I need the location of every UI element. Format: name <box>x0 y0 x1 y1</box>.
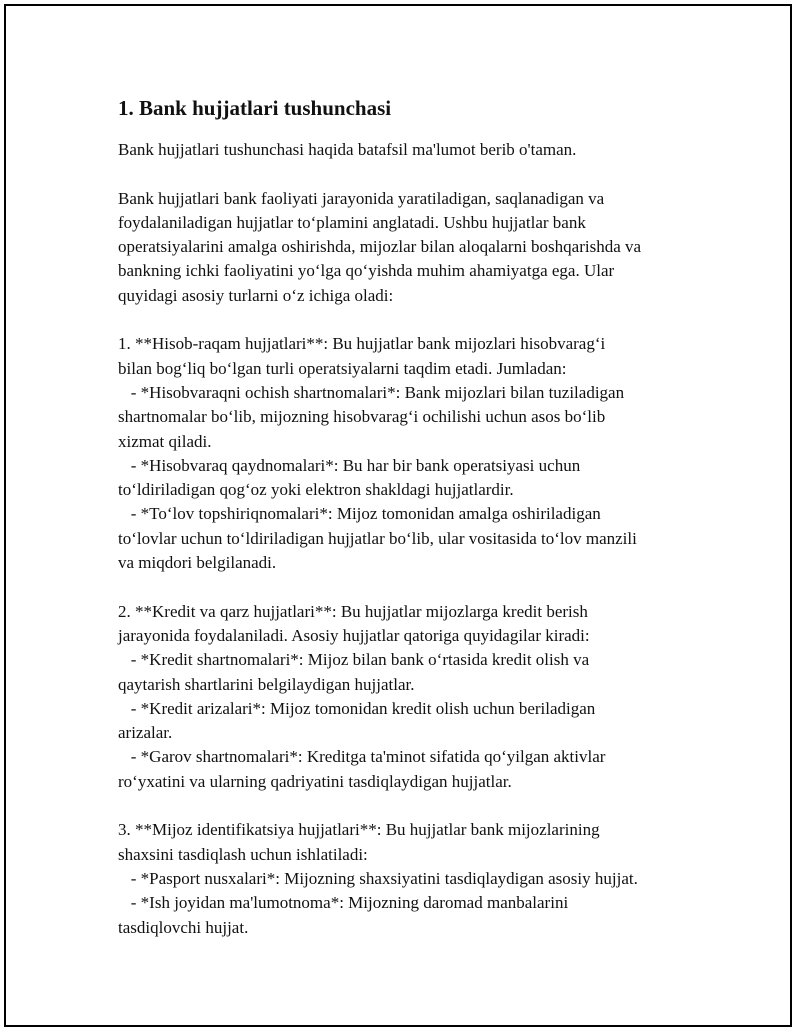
text-line: - *Kredit arizalari*: Mijoz tomonidan kredit olish uchun beriladigan <box>118 698 596 718</box>
text-line: Bank hujjatlari bank faoliyati jarayonida yaratiladigan, saqlanadigan va <box>118 188 605 208</box>
text-line: - *Pasport nusxalari*: Mijozning shaxsiyatini tasdiqlaydigan asosiy hujjat. <box>118 868 638 888</box>
document-body <box>118 94 698 940</box>
text-line: xizmat qiladi. <box>118 431 212 451</box>
text-line: qaytarish shartlarini belgilaydigan hujjatlar. <box>118 674 415 694</box>
text-line: 3. **Mijoz identifikatsiya hujjatlari**: Bu hujjatlar bank mijozlarining <box>118 820 600 840</box>
text-line: to‘lovlar uchun to‘ldiriladigan hujjatlar bo‘lib, ular vositasida to‘lov manzili <box>118 528 637 548</box>
text-line: tasdiqlovchi hujjat. <box>118 917 249 937</box>
text-line: shartnomalar bo‘lib, mijozning hisobvarag‘i ochilishi uchun asos bo‘lib <box>118 407 606 427</box>
text-line: va miqdori belgilanadi. <box>118 553 277 573</box>
text-line: foydalaniladigan hujjatlar to‘plamini anglatadi. Ushbu hujjatlar bank <box>118 212 586 232</box>
text-line: - *Hisobvaraq qaydnomalari*: Bu har bir bank operatsiyasi uchun <box>118 455 581 475</box>
text-line <box>118 308 698 332</box>
text-line <box>118 794 698 818</box>
text-line: - *Kredit shartnomalari*: Mijoz bilan bank o‘rtasida kredit olish va <box>118 650 590 670</box>
text-line: bankning ichki faoliyatini yo‘lga qo‘yishda muhim ahamiyatga ega. Ular <box>118 261 615 281</box>
text-line: arizalar. <box>118 723 173 743</box>
text-line: Bank hujjatlari tushunchasi haqida batafsil ma'lumot berib o'taman. <box>118 140 577 159</box>
text-line: 1. **Hisob-raqam hujjatlari**: Bu hujjatlar bank mijozlari hisobvarag‘i <box>118 334 606 354</box>
text-line: to‘ldiriladigan qog‘oz yoki elektron shakldagi hujjatlardir. <box>118 480 514 500</box>
text-line <box>118 162 698 186</box>
text-line: - *Ish joyidan ma'lumotnoma*: Mijozning daromad manbalarini <box>118 893 569 913</box>
text-line: 2. **Kredit va qarz hujjatlari**: Bu hujjatlar mijozlarga kredit berish <box>118 601 588 621</box>
text-line: - *Garov shartnomalari*: Kreditga ta'minot sifatida qo‘yilgan aktivlar <box>118 747 606 767</box>
text-line: jarayonida foydalaniladi. Asosiy hujjatlar qatoriga quyidagilar kiradi: <box>118 625 590 645</box>
text-line: bilan bog‘liq bo‘lgan turli operatsiyalarni taqdim etadi. Jumladan: <box>118 358 567 378</box>
document-heading: 1. Bank hujjatlari tushunchasi <box>118 96 392 120</box>
text-line: - *To‘lov topshiriqnomalari*: Mijoz tomonidan amalga oshiriladigan <box>118 504 601 524</box>
text-line: shaxsini tasdiqlash uchun ishlatiladi: <box>118 844 368 864</box>
text-line: - *Hisobvaraqni ochish shartnomalari*: Bank mijozlari bilan tuziladigan <box>118 382 625 402</box>
text-line: ro‘yxatini va ularning qadriyatini tasdiqlaydigan hujjatlar. <box>118 771 512 791</box>
text-line: operatsiyalarini amalga oshirishda, mijozlar bilan aloqalarni boshqarishda va <box>118 237 642 257</box>
text-line: quyidagi asosiy turlarni o‘z ichiga oladi: <box>118 285 394 305</box>
text-line <box>118 575 698 599</box>
